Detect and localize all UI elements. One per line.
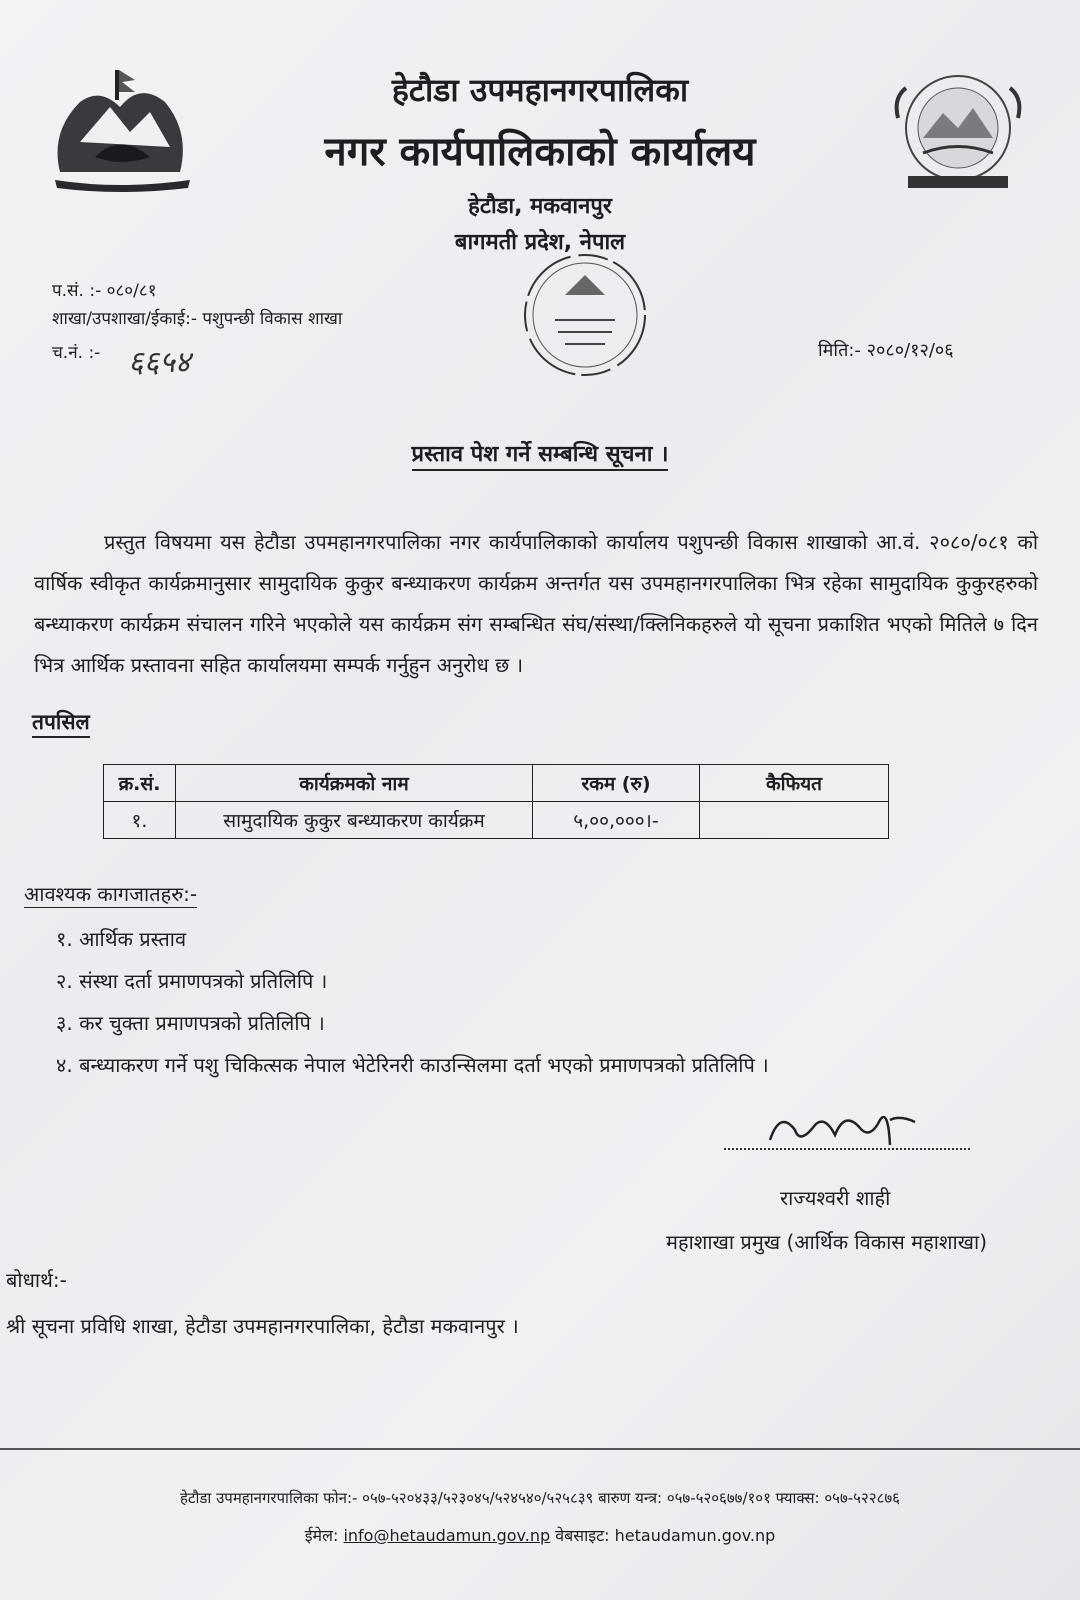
cell-program-name: सामुदायिक कुकुर बन्ध्याकरण कार्यक्रम (176, 802, 533, 839)
signatory-name: राज्यश्वरी शाही (780, 1186, 891, 1210)
schedule-table (103, 764, 889, 839)
notice-body: प्रस्तुत विषयमा यस हेटौडा उपमहानगरपालिका नगर कार्यपालिकाको कार्यालय पशुपन्छी विकास शाखाको आ.वं. २०८०/०८१ को वार्षिक स्वीकृत कार्यक्रमानुसार सामुदायिक कुकुर बन्ध्याकरण कार्यक्रम अन्तर्गत यस उपमहानगरपालिका भित्र रहेका सामुदायिक कुकुरहरुको बन्ध्याकरण कार्यक्रम संचालन गरिने भएकोले यस कार्यक्रम संग सम्बन्धित संघ/संस्था/क्लिनिकहरुले यो सूचना प्रकाशित भएको मितिले ७ दिन भित्र आर्थिक प्रस्तावना सहित कार्यालयमा सम्पर्क गर्नुहुन अनुरोध छ । (34, 530, 1038, 677)
table-row (104, 802, 889, 839)
col-program-name: कार्यक्रमको नाम (176, 765, 533, 802)
dispatch-number-label: च.नं. :- (52, 343, 101, 363)
col-amount: रकम (रु) (533, 765, 700, 802)
website-label: वेबसाइट: (555, 1526, 610, 1545)
address-line-2: बागमती प्रदेश, नेपाल (454, 230, 626, 255)
col-serial: क्र.सं. (104, 765, 176, 802)
list-item: ४. बन्ध्याकरण गर्ने पशु चिकित्सक नेपाल भेटेरिनरी काउन्सिलमा दर्ता भएको प्रमाणपत्रको प्रतिलिपि । (56, 1053, 769, 1077)
cell-amount: ५,००,०००।- (533, 802, 700, 839)
office-round-stamp-icon (510, 250, 660, 380)
website-text: hetaudamun.gov.np (614, 1526, 776, 1545)
required-documents-label: आवश्यक कागजातहरु:- (24, 882, 198, 906)
dispatch-number-handwritten: ६६५४ (128, 345, 191, 380)
cc-label: बोधार्थ:- (6, 1268, 67, 1292)
footer-divider (0, 1448, 1080, 1450)
notice-subject (0, 438, 1080, 468)
table-header-row (104, 765, 889, 802)
cell-serial: १. (104, 802, 176, 839)
list-item: १. आर्थिक प्रस्ताव (56, 927, 187, 951)
branch-name: शाखा/उपशाखा/ईकाई:- पशुपन्छी विकास शाखा (52, 309, 343, 329)
list-item: ३. कर चुक्ता प्रमाणपत्रको प्रतिलिपि । (56, 1011, 325, 1035)
notice-subject-text: प्रस्ताव पेश गर्ने सम्बन्धि सूचना । (412, 442, 669, 471)
address-line-1: हेटौडा, मकवानपुर (468, 194, 612, 219)
cell-remarks (700, 802, 889, 839)
cc-recipient: श्री सूचना प्रविधि शाखा, हेटौडा उपमहानगरपालिका, हेटौडा मकवानपुर । (6, 1314, 519, 1338)
footer-contact: हेटौडा उपमहानगरपालिका फोन:- ०५७-५२०४३३/५२३०४५/५२४५४०/५२५८३९ बारुण यन्त्र: ०५७-५२०६७७/१०१ फ्याक्स: ०५७-५२२८७६ (179, 1489, 900, 1507)
required-documents-list (56, 918, 769, 1086)
email-link[interactable]: info@hetaudamun.gov.np (343, 1526, 551, 1545)
signature-line (724, 1148, 970, 1150)
reference-number: प.सं. :- ०८०/८१ (52, 281, 157, 301)
office-name: नगर कार्यपालिकाको कार्यालय (324, 129, 756, 175)
footer-web (0, 1524, 1080, 1546)
schedule-label: तपसिल (32, 708, 90, 738)
col-remarks: कैफियत (700, 765, 889, 802)
municipality-name: हेटौडा उपमहानगरपालिका (391, 71, 689, 109)
list-item: २. संस्था दर्ता प्रमाणपत्रको प्रतिलिपि । (56, 969, 328, 993)
signatory-title: महाशाखा प्रमुख (आर्थिक विकास महाशाखा) (666, 1230, 988, 1254)
document-date: मिति:- २०८०/१२/०६ (818, 340, 954, 361)
email-label: ईमेल: (304, 1526, 339, 1545)
